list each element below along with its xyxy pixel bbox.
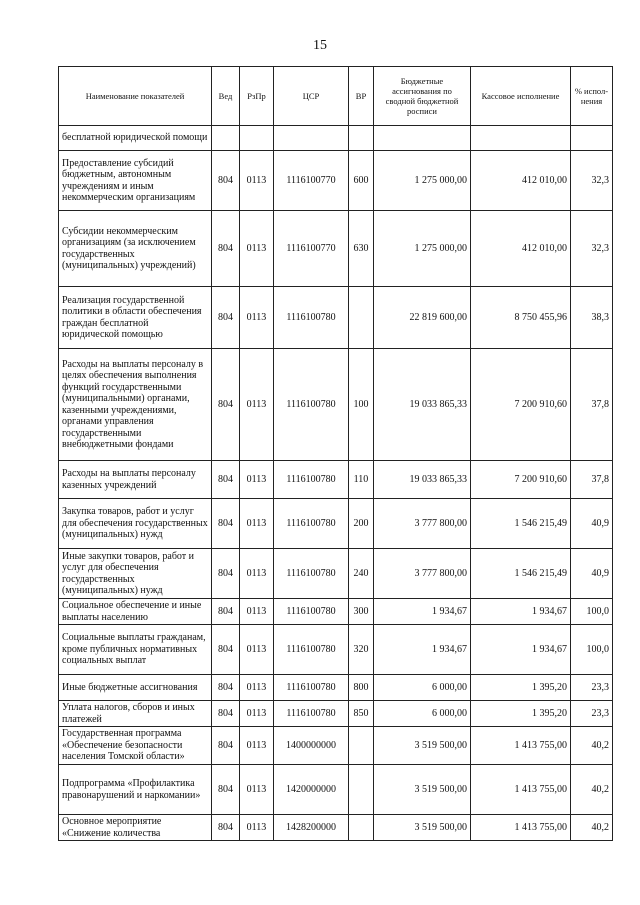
- row-vr: [349, 727, 374, 765]
- row-vr: 320: [349, 625, 374, 675]
- row-pct: 32,3: [571, 151, 613, 211]
- table-row: [59, 727, 613, 765]
- row-vr: [349, 126, 374, 151]
- row-csr: 1116100780: [274, 625, 349, 675]
- row-cash: 1 546 215,49: [471, 549, 571, 599]
- table-row: [59, 287, 613, 349]
- header-rzpr: РзПр: [240, 67, 274, 126]
- row-ved: 804: [212, 815, 240, 841]
- row-name: Расходы на выплаты персоналу казенных учреждений: [59, 461, 212, 499]
- header-cash: Кассовое исполнение: [471, 67, 571, 126]
- row-vr: [349, 815, 374, 841]
- row-cash: 1 546 215,49: [471, 499, 571, 549]
- table-row: [59, 349, 613, 461]
- row-cash: 412 010,00: [471, 151, 571, 211]
- row-pct: 37,8: [571, 349, 613, 461]
- row-budget: 6 000,00: [374, 701, 471, 727]
- row-pct: 100,0: [571, 599, 613, 625]
- budget-table: [58, 66, 613, 841]
- row-name: бесплатной юридической помощи: [59, 126, 212, 151]
- header-csr: ЦСР: [274, 67, 349, 126]
- row-cash: 1 395,20: [471, 675, 571, 701]
- row-pct: 40,9: [571, 549, 613, 599]
- table-row: [59, 625, 613, 675]
- table-row: [59, 211, 613, 287]
- table-row: [59, 549, 613, 599]
- row-vr: 110: [349, 461, 374, 499]
- row-ved: 804: [212, 211, 240, 287]
- row-ved: 804: [212, 461, 240, 499]
- row-rzpr: 0113: [240, 499, 274, 549]
- row-ved: 804: [212, 625, 240, 675]
- row-vr: 240: [349, 549, 374, 599]
- row-rzpr: 0113: [240, 151, 274, 211]
- row-name: Государственная программа «Обеспечение безопасности населения Томской области»: [59, 727, 212, 765]
- row-rzpr: 0113: [240, 625, 274, 675]
- row-csr: 1116100780: [274, 701, 349, 727]
- row-cash: 7 200 910,60: [471, 349, 571, 461]
- row-vr: 800: [349, 675, 374, 701]
- row-name: Закупка товаров, работ и услуг для обеспечения государственных (муниципальных) нужд: [59, 499, 212, 549]
- row-budget: 3 519 500,00: [374, 815, 471, 841]
- row-budget: 22 819 600,00: [374, 287, 471, 349]
- page-number: 15: [313, 38, 327, 53]
- row-ved: [212, 126, 240, 151]
- row-cash: 1 395,20: [471, 701, 571, 727]
- row-name: Социальные выплаты гражданам, кроме публичных нормативных социальных выплат: [59, 625, 212, 675]
- row-csr: 1116100780: [274, 675, 349, 701]
- table-header-row: [59, 67, 613, 126]
- row-cash: 1 934,67: [471, 599, 571, 625]
- row-csr: 1116100780: [274, 599, 349, 625]
- row-pct: 40,2: [571, 765, 613, 815]
- row-budget: [374, 126, 471, 151]
- row-vr: 100: [349, 349, 374, 461]
- row-rzpr: 0113: [240, 287, 274, 349]
- row-vr: 600: [349, 151, 374, 211]
- table-row: [59, 151, 613, 211]
- row-budget: 1 275 000,00: [374, 211, 471, 287]
- row-csr: 1116100780: [274, 499, 349, 549]
- row-rzpr: [240, 126, 274, 151]
- row-rzpr: 0113: [240, 349, 274, 461]
- row-vr: 300: [349, 599, 374, 625]
- table-row: [59, 499, 613, 549]
- row-cash: 1 413 755,00: [471, 765, 571, 815]
- row-csr: 1116100780: [274, 461, 349, 499]
- row-pct: 37,8: [571, 461, 613, 499]
- row-name: Подпрограмма «Профилактика правонарушений и наркомании»: [59, 765, 212, 815]
- header-ved: Вед: [212, 67, 240, 126]
- table-row: [59, 599, 613, 625]
- table-row: [59, 701, 613, 727]
- row-budget: 19 033 865,33: [374, 349, 471, 461]
- row-ved: 804: [212, 599, 240, 625]
- row-ved: 804: [212, 499, 240, 549]
- row-csr: 1116100780: [274, 287, 349, 349]
- row-cash: 7 200 910,60: [471, 461, 571, 499]
- row-budget: 3 777 800,00: [374, 499, 471, 549]
- row-rzpr: 0113: [240, 765, 274, 815]
- row-ved: 804: [212, 675, 240, 701]
- row-ved: 804: [212, 287, 240, 349]
- row-cash: 1 413 755,00: [471, 815, 571, 841]
- row-name: Иные бюджетные ассигнования: [59, 675, 212, 701]
- row-ved: 804: [212, 701, 240, 727]
- row-pct: [571, 126, 613, 151]
- row-csr: 1420000000: [274, 765, 349, 815]
- row-pct: 23,3: [571, 675, 613, 701]
- row-vr: 850: [349, 701, 374, 727]
- row-ved: 804: [212, 549, 240, 599]
- row-csr: 1428200000: [274, 815, 349, 841]
- row-rzpr: 0113: [240, 675, 274, 701]
- row-csr: 1116100770: [274, 211, 349, 287]
- row-budget: 1 934,67: [374, 625, 471, 675]
- header-name: Наименование показателей: [59, 67, 212, 126]
- table-row: [59, 815, 613, 841]
- row-budget: 6 000,00: [374, 675, 471, 701]
- row-name: Реализация государственной политики в области обеспечения граждан бесплатной юридической помощью: [59, 287, 212, 349]
- row-name: Основное мероприятие «Снижение количества: [59, 815, 212, 841]
- table-row: [59, 675, 613, 701]
- table-row: [59, 126, 613, 151]
- row-rzpr: 0113: [240, 727, 274, 765]
- row-budget: 3 519 500,00: [374, 765, 471, 815]
- table-body: [59, 126, 613, 841]
- row-name: Социальное обеспечение и иные выплаты населению: [59, 599, 212, 625]
- header-pct: % испол-нения: [571, 67, 613, 126]
- row-cash: [471, 126, 571, 151]
- row-pct: 40,9: [571, 499, 613, 549]
- row-vr: 200: [349, 499, 374, 549]
- row-budget: 1 275 000,00: [374, 151, 471, 211]
- row-cash: 8 750 455,96: [471, 287, 571, 349]
- row-budget: 3 777 800,00: [374, 549, 471, 599]
- row-vr: 630: [349, 211, 374, 287]
- row-ved: 804: [212, 727, 240, 765]
- row-rzpr: 0113: [240, 549, 274, 599]
- row-rzpr: 0113: [240, 815, 274, 841]
- row-pct: 40,2: [571, 727, 613, 765]
- row-csr: 1400000000: [274, 727, 349, 765]
- row-rzpr: 0113: [240, 461, 274, 499]
- row-pct: 38,3: [571, 287, 613, 349]
- header-vr: ВР: [349, 67, 374, 126]
- row-vr: [349, 287, 374, 349]
- row-ved: 804: [212, 765, 240, 815]
- header-budget: Бюджетные ассигнования по сводной бюджетной росписи: [374, 67, 471, 126]
- row-ved: 804: [212, 349, 240, 461]
- row-name: Уплата налогов, сборов и иных платежей: [59, 701, 212, 727]
- row-name: Иные закупки товаров, работ и услуг для обеспечения государственных (муниципальных) нужд: [59, 549, 212, 599]
- row-cash: 1 413 755,00: [471, 727, 571, 765]
- row-csr: 1116100770: [274, 151, 349, 211]
- row-ved: 804: [212, 151, 240, 211]
- row-csr: 1116100780: [274, 349, 349, 461]
- row-name: Предоставление субсидий бюджетным, автономным учреждениям и иным некоммерческим организациям: [59, 151, 212, 211]
- row-budget: 19 033 865,33: [374, 461, 471, 499]
- row-pct: 100,0: [571, 625, 613, 675]
- row-csr: [274, 126, 349, 151]
- row-cash: 1 934,67: [471, 625, 571, 675]
- row-vr: [349, 765, 374, 815]
- row-rzpr: 0113: [240, 599, 274, 625]
- row-rzpr: 0113: [240, 211, 274, 287]
- row-name: Субсидии некоммерческим организациям (за исключением государственных (муниципальных) учреждений): [59, 211, 212, 287]
- row-pct: 40,2: [571, 815, 613, 841]
- row-name: Расходы на выплаты персоналу в целях обеспечения выполнения функций государственными (муниципальными) органами, казенными учреждениями, органами управления государственными внебюджетными фондами: [59, 349, 212, 461]
- row-pct: 32,3: [571, 211, 613, 287]
- row-budget: 1 934,67: [374, 599, 471, 625]
- table-row: [59, 765, 613, 815]
- row-pct: 23,3: [571, 701, 613, 727]
- row-csr: 1116100780: [274, 549, 349, 599]
- table-row: [59, 461, 613, 499]
- row-rzpr: 0113: [240, 701, 274, 727]
- row-cash: 412 010,00: [471, 211, 571, 287]
- row-budget: 3 519 500,00: [374, 727, 471, 765]
